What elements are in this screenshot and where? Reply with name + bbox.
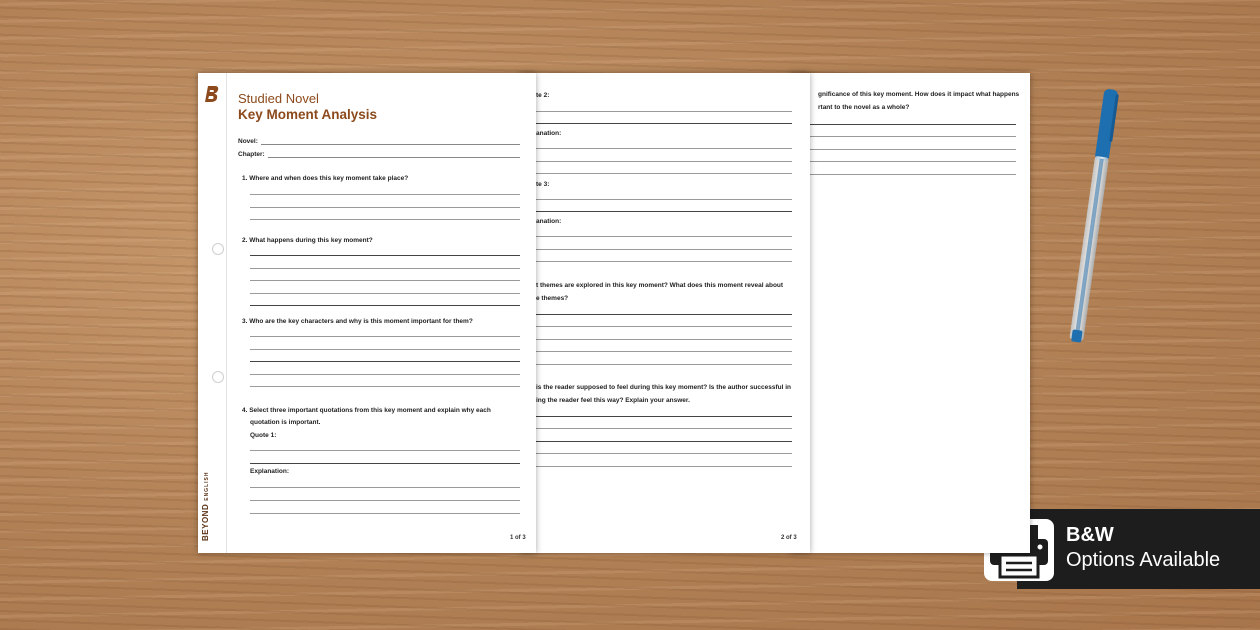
answer-line — [250, 207, 520, 208]
answer-line — [810, 136, 1016, 137]
binding-strip — [198, 73, 227, 553]
answer-line — [536, 453, 792, 454]
answer-line — [536, 314, 792, 315]
punch-hole — [212, 243, 224, 255]
answer-line — [536, 249, 792, 250]
answer-line — [250, 513, 520, 514]
answer-line — [810, 174, 1016, 175]
question-2: 2. What happens during this key moment? — [242, 237, 373, 244]
answer-line — [536, 236, 792, 237]
worksheet-title-line2: Key Moment Analysis — [238, 107, 378, 122]
explanation-label: Explanation: — [250, 468, 290, 475]
answer-line — [536, 148, 792, 149]
novel-line[interactable] — [261, 137, 520, 145]
answer-line — [250, 255, 520, 256]
page2-question5-line2: e themes? — [536, 295, 569, 302]
answer-line — [250, 500, 520, 501]
answer-line — [250, 293, 520, 294]
chapter-field[interactable] — [238, 150, 520, 158]
answer-line — [250, 361, 520, 362]
page3-question-line1: gnificance of this key moment. How does it impact what happens — [818, 91, 1020, 98]
brand-name: BEYOND — [201, 503, 210, 541]
answer-line — [810, 124, 1016, 125]
worksheet-title-line1: Studied Novel — [238, 91, 319, 106]
answer-line — [536, 261, 792, 262]
answer-line — [810, 149, 1016, 150]
answer-line — [250, 463, 520, 464]
brand-subtitle: ENGLISH — [204, 471, 210, 501]
answer-line — [250, 374, 520, 375]
question-3: 3. Who are the key characters and why is this moment important for them? — [242, 318, 473, 325]
answer-line — [536, 161, 792, 162]
answer-line — [250, 386, 520, 387]
worksheet-page-2 — [520, 73, 810, 553]
novel-label: Novel: — [238, 138, 258, 145]
page3-question-line2: rtant to the novel as a whole? — [818, 104, 910, 111]
answer-line — [536, 211, 792, 212]
answer-line — [536, 173, 792, 174]
question-4-line1: 4. Select three important quotations from this key moment and explain why each — [242, 407, 491, 414]
page2-quote3-label: te 3: — [536, 181, 550, 188]
answer-line — [250, 219, 520, 220]
answer-line — [536, 351, 792, 352]
answer-line — [536, 416, 792, 417]
answer-line — [250, 305, 520, 306]
answer-line — [536, 466, 792, 467]
answer-line — [250, 280, 520, 281]
badge-title: B&W — [1066, 524, 1114, 546]
worksheet-page-1 — [198, 73, 536, 553]
brand-vertical — [201, 472, 210, 541]
chapter-label: Chapter: — [238, 151, 265, 158]
answer-line — [536, 123, 792, 124]
quote1-label: Quote 1: — [250, 432, 277, 439]
page2-question6-line1: is the reader supposed to feel during this key moment? Is the author successful in — [536, 384, 791, 391]
worksheet-page-3 — [790, 73, 1030, 553]
answer-line — [536, 199, 792, 200]
answer-line — [536, 326, 792, 327]
page2-explanation2-label: anation: — [536, 218, 562, 225]
question-1: 1. Where and when does this key moment take place? — [242, 175, 409, 182]
answer-line — [536, 339, 792, 340]
page-number: 2 of 3 — [781, 535, 797, 541]
page2-quote2-label: te 2: — [536, 92, 550, 99]
page2-question5-line1: t themes are explored in this key moment? What does this moment reveal about — [536, 282, 784, 289]
page2-question6-line2: ing the reader feel this way? Explain your answer. — [536, 397, 690, 404]
answer-line — [250, 349, 520, 350]
page-number: 1 of 3 — [510, 535, 526, 541]
answer-line — [250, 194, 520, 195]
chapter-line[interactable] — [268, 150, 520, 158]
answer-line — [536, 364, 792, 365]
answer-line — [536, 111, 792, 112]
question-4-line2: quotation is important. — [250, 419, 321, 426]
answer-line — [250, 450, 520, 451]
answer-line — [250, 487, 520, 488]
beyond-logo-icon — [204, 85, 220, 103]
answer-line — [810, 161, 1016, 162]
novel-field[interactable] — [238, 137, 520, 145]
punch-hole — [212, 371, 224, 383]
answer-line — [536, 428, 792, 429]
answer-line — [250, 268, 520, 269]
badge-subtitle: Options Available — [1066, 549, 1221, 571]
pen-icon — [1062, 86, 1122, 356]
page2-explanation1-label: anation: — [536, 130, 562, 137]
answer-line — [536, 441, 792, 442]
answer-line — [250, 336, 520, 337]
